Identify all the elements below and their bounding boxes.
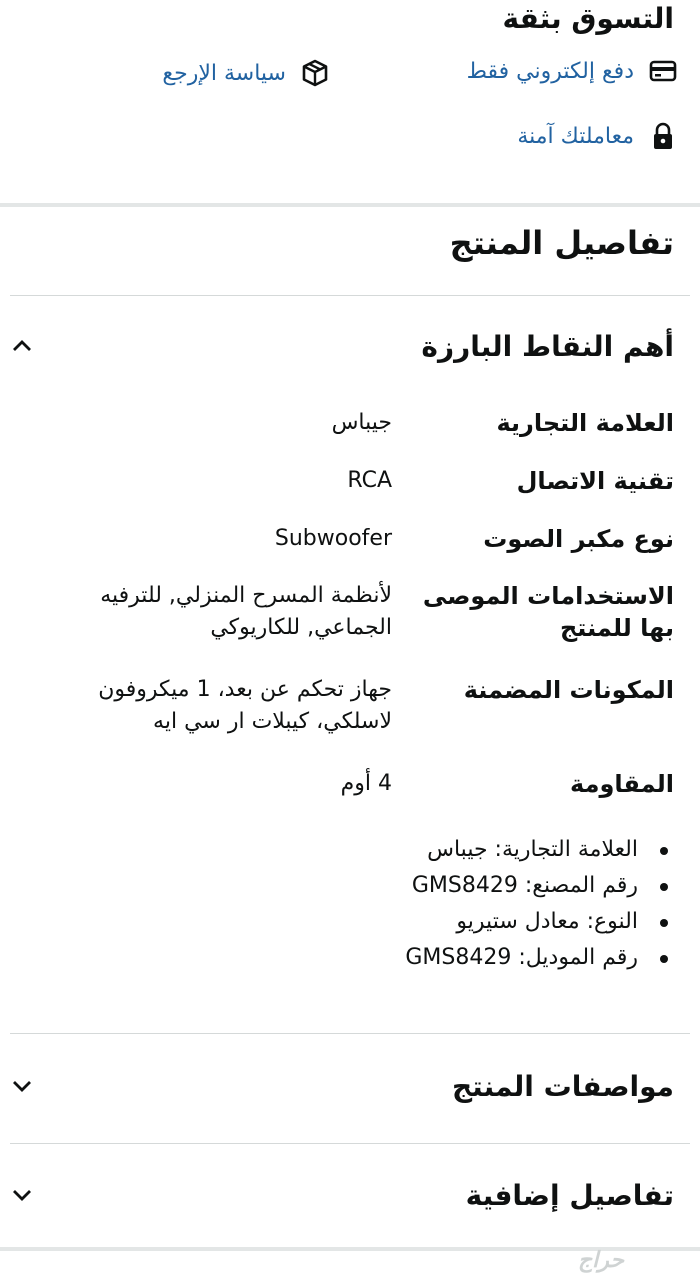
highlight-key: تقنية الاتصال (516, 467, 674, 495)
divider (10, 295, 690, 296)
highlight-row (20, 407, 674, 439)
highlight-key: الاستخدامات الموصى بها للمنتج (422, 582, 674, 642)
highlight-key: المقاومة (570, 770, 674, 798)
highlight-key: العلامة التجارية (496, 409, 674, 437)
highlight-key: المكونات المضمنة (463, 676, 674, 704)
highlight-value: جيباس (331, 410, 392, 435)
divider (10, 1033, 690, 1034)
highlight-row (20, 523, 674, 555)
trust-item-label: معاملتك آمنة (517, 123, 634, 149)
highlight-value: جهاز تحكم عن بعد، 1 ميكروفون لاسلكي، كيبلات ار سي ايه (98, 677, 392, 734)
return-box-icon (300, 58, 330, 88)
chevron-down-icon (10, 1074, 34, 1098)
watermark-logo: حراج (577, 1248, 624, 1273)
highlight-value: RCA (347, 468, 392, 493)
trust-item-label: دفع إلكتروني فقط (466, 58, 634, 84)
highlights-accordion-header[interactable] (10, 316, 674, 376)
chevron-down-icon (10, 1183, 34, 1207)
product-details-title: تفاصيل المنتج (449, 224, 674, 262)
lock-icon (648, 120, 678, 152)
trust-item-label: سياسة الإرجع (162, 60, 286, 86)
additional-details-accordion-header[interactable] (10, 1165, 674, 1225)
highlight-row (20, 768, 674, 800)
credit-card-icon (648, 58, 678, 84)
highlight-value: Subwoofer (274, 526, 392, 551)
highlight-row (20, 580, 674, 644)
highlight-key: نوع مكبر الصوت (483, 525, 674, 553)
highlight-value: لأنظمة المسرح المنزلي, للترفيه الجماعي, للكاريوكي (100, 583, 392, 640)
section-separator (0, 203, 700, 207)
trust-item-secure-transaction[interactable] (517, 120, 678, 152)
highlight-value: 4 أوم (340, 771, 392, 796)
trust-section-title: التسوق بثقة (502, 2, 674, 35)
bullet-item: النوع: معادل ستيريو (405, 904, 674, 940)
bullet-item: العلامة التجارية: جيباس (405, 832, 674, 868)
divider (10, 1143, 690, 1144)
trust-item-return-policy[interactable] (162, 58, 330, 88)
additional-details-title: تفاصيل إضافية (465, 1178, 674, 1212)
bullet-item: رقم المصنع: GMS8429 (405, 868, 674, 904)
specs-title: مواصفات المنتج (451, 1069, 674, 1103)
highlight-row (20, 465, 674, 497)
chevron-up-icon (10, 334, 34, 358)
bullet-item: رقم الموديل: GMS8429 (405, 940, 674, 976)
specs-accordion-header[interactable] (10, 1056, 674, 1116)
highlights-title: أهم النقاط البارزة (421, 329, 674, 363)
highlight-bullet-list (405, 832, 674, 976)
trust-item-electronic-payment[interactable] (467, 58, 678, 84)
highlight-row (20, 674, 674, 738)
